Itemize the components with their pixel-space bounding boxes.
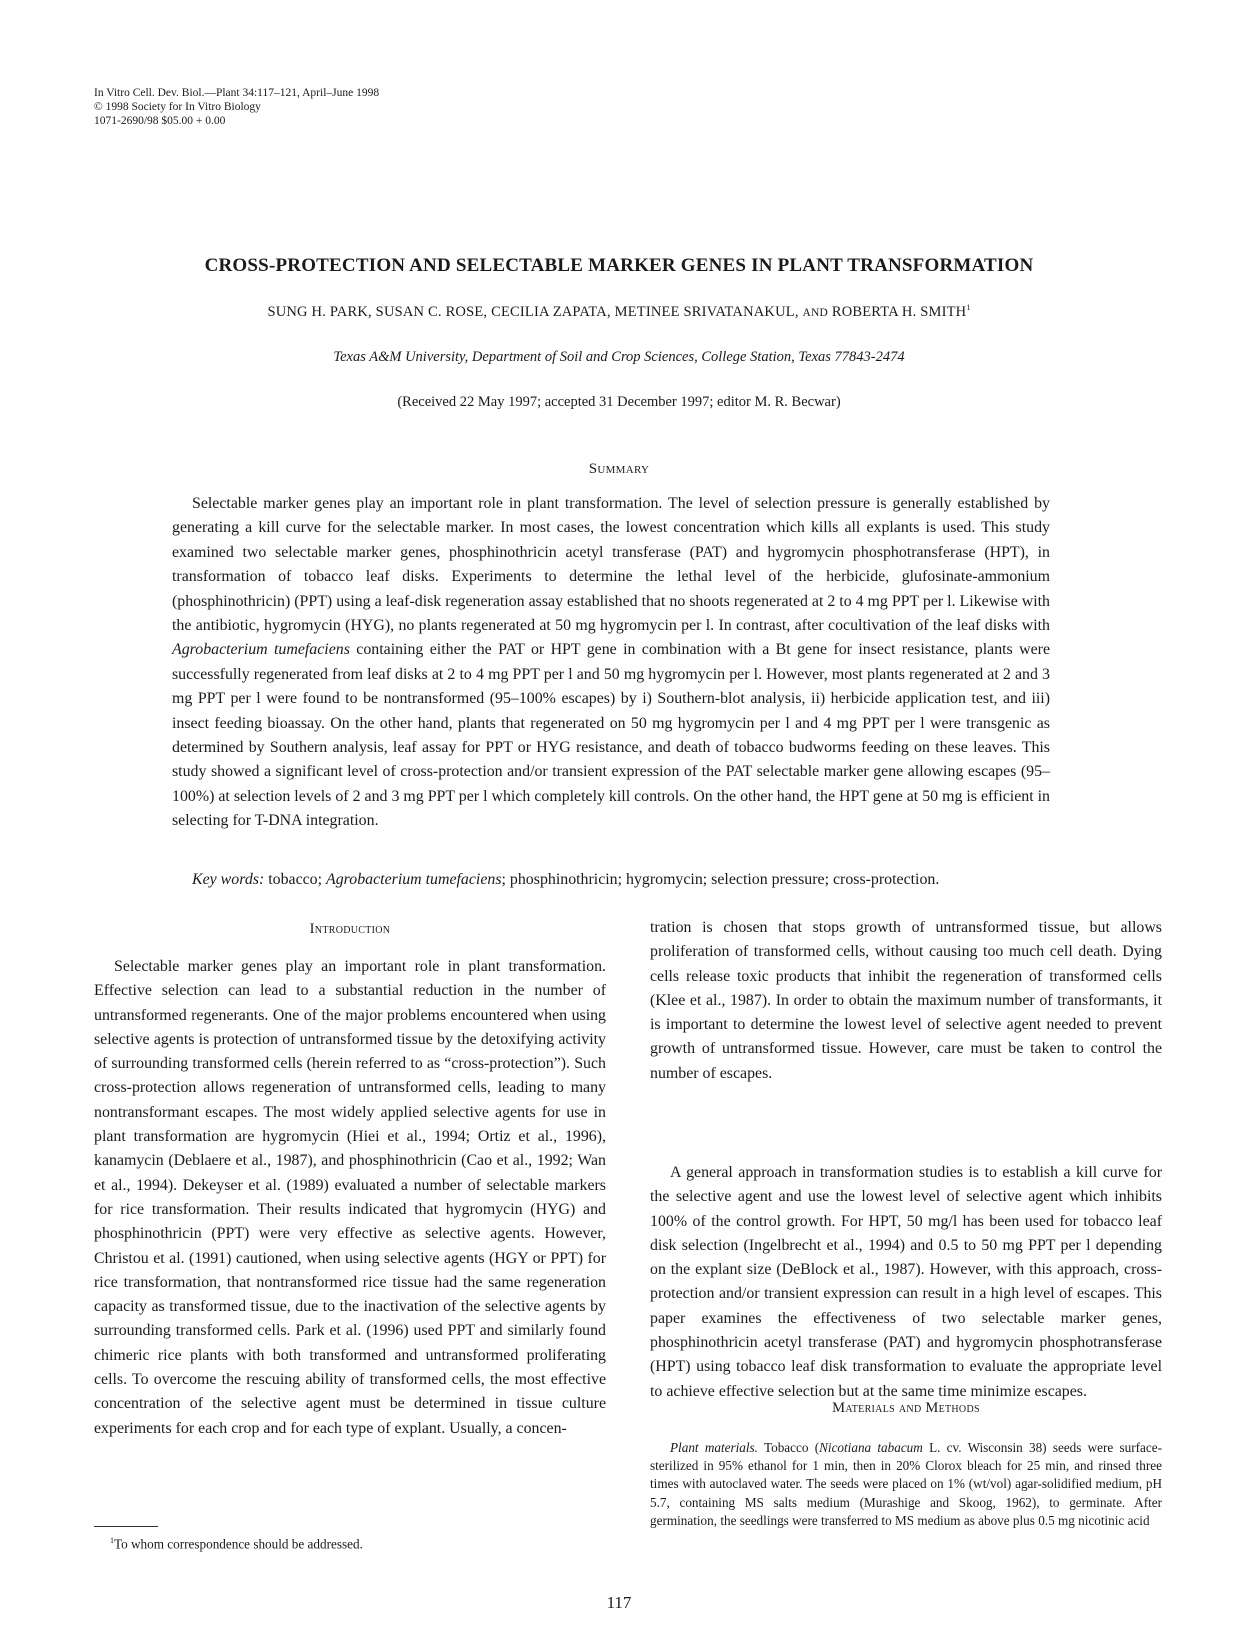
methods-part1: Tobacco ( [757,1440,820,1455]
author-footnote-mark: 1 [966,303,971,312]
copyright-line: © 1998 Society for In Vitro Biology [94,101,261,113]
journal-header [94,86,379,128]
author-list [0,303,1238,321]
keywords-organism: Agrobacterium tumefaciens [326,871,502,888]
article-title: CROSS-PROTECTION AND SELECTABLE MARKER GENES IN PLANT TRANSFORMATION [204,255,1034,276]
received-dates: (Received 22 May 1997; accepted 31 December 1997; editor M. R. Becwar) [397,394,841,410]
issn-line: 1071-2690/98 $05.00 + 0.00 [94,115,226,127]
methods-species: Nicotiana tabacum [819,1440,923,1455]
introduction-right-paragraph-2: A general approach in transformation studies is to establish a kill curve for the selective agent and use the lowest level of selective agent which inhibits 100% of the control growth. For HPT, 50 mg/l has been used for tobacco leaf disk selection (Ingelbrecht et al., 1994) and 0.5 to 50 mg PPT per l depending on the explant size (DeBlock et al., 1987). However, with this approach, cross-protection and/or transient expression can result in a high level of escapes. This paper examines the effectiveness of two selectable marker genes, phosphinothricin acetyl transferase (PAT) and hygromycin phosphotransferase (HPT) using tobacco leaf disk transformation to evaluate the appropriate level to achieve effective selection but at the same time minimize escapes. [650,1164,1162,1400]
introduction-right-paragraph-1: tration is chosen that stops growth of untransformed tissue, but allows proliferation of transformed cells, without causing too much cell death. Dying cells release toxic products that inhibit the regeneration of transformed cells (Klee et al., 1987). In order to obtain the maximum number of transformants, it is important to determine the lowest level of selective agent needed to prevent growth of untransformed tissue. However, care must be taken to control the number of escapes. [650,919,1162,1082]
page-number: 117 [606,1593,632,1612]
keywords-part1: tobacco; [264,871,327,888]
footnote-divider [94,1526,158,1527]
affiliation: Texas A&M University, Department of Soil and Crop Sciences, College Station, Texas 77843-2474 [333,349,905,365]
footnote-mark: 1 [110,1536,114,1545]
materials-methods-heading: Materials and Methods [832,1400,980,1416]
summary-organism: Agrobacterium tumefaciens [172,641,350,659]
summary-part2: containing either the PAT or HPT gene in combination with a Bt gene for insect resistance, plants were successfully regenerated from leaf disks at 2 to 4 mg PPT per l and 50 mg hygromycin per l. However, most plants regenerated at 2 and 3 mg PPT per l were found to be nontransformed (95–100% escapes) by i) Southern-blot analysis, ii) herbicide application test, and iii) insect feeding bioassay. On the other hand, plants that regenerated on 50 mg hygromycin per l and 4 mg PPT per l were transgenic as determined by Southern analysis, leaf assay for PPT or HYG resistance, and death of tobacco budworms feeding on these leaves. This study showed a significant level of cross-protection and/or transient expression of the PAT selectable marker gene allowing escapes (95–100%) at selection levels of 2 and 3 mg PPT per l which completely kill controls. On the other hand, the HPT gene at 50 mg is efficient in selecting for T-DNA integration. [172,641,1050,830]
keywords-label: Key words: [192,871,265,888]
footnote-text: To whom correspondence should be addressed. [114,1536,363,1552]
summary-heading: Summary [588,461,650,477]
summary-part1: Selectable marker genes play an important role in plant transformation. The level of selection pressure is generally established by generating a kill curve for the selectable marker. In most cases, the lowest concentration which kills all explants is used. This study examined two selectable marker genes, phosphinothricin acetyl transferase (PAT) and hygromycin phosphotransferase (HPT), in transformation of tobacco leaf disks. Experiments to determine the lethal level of the herbicide, glufosinate-ammonium (phosphinothricin) (PPT) using a leaf-disk regeneration assay established that no shoots regenerated at 2 to 4 mg PPT per l. Likewise with the antibiotic, hygromycin (HYG), no plants regenerated at 50 mg hygromycin per l. In contrast, after cocultivation of the leaf disks with [172,495,1050,635]
plant-materials-subheading: Plant materials. [670,1440,758,1455]
author-last: ROBERTA H. SMITH [831,303,967,320]
methods-part2: L. cv. Wisconsin 38) seeds were surface-sterilized in 95% ethanol for 1 min, then in 20% Clorox bleach for 25 min, and rinsed three times with autoclaved water. The seeds were placed on 1% (wt/vol) agar-solidified medium, pH 5.7, containing MS salts medium (Murashige and Skoog, 1962), to germinate. After germination, the seedlings were transferred to MS medium as above plus 0.5 mg nicotinic acid [650,1440,1162,1528]
journal-citation: In Vitro Cell. Dev. Biol.—Plant 34:117–121, April–June 1998 [94,87,380,99]
summary-text [172,492,1050,834]
author-names: SUNG H. PARK, SUSAN C. ROSE, CECILIA ZAPATA, METINEE SRIVATANAKUL, [267,303,799,320]
key-words [172,868,1050,892]
introduction-left-column: Selectable marker genes play an important role in plant transformation. Effective selection can lead to a substantial reduction in the number of untransformed regenerants. One of the major problems encountered when using selective agents is protection of untransformed tissue by the detoxifying activity of surrounding transformed cells (herein referred to as “cross-protection”). Such cross-protection allows regeneration of untransformed cells, leading to many nontransformant escapes. The most widely applied selective agents for use in plant transformation are hygromycin (Hiei et al., 1994; Ortiz et al., 1996), kanamycin (Deblaere et al., 1987), and phosphinothricin (Cao et al., 1992; Wan et al., 1994). Dekeyser et al. (1989) evaluated a number of selectable markers for rice transformation. Their results indicated that hygromycin (HYG) and phosphinothricin (PPT) were very effective as selective agents. However, Christou et al. (1991) cautioned, when using selective agents (HGY or PPT) for rice transformation, that nontransformed rice tissue had the same regeneration capacity as transformed tissue, due to the inactivation of the selective agents by surrounding transformed cells. Park et al. (1996) used PPT and similarly found chimeric rice plants with both transformed and untransformed proliferating cells. To overcome the rescuing ability of transformed cells, the most effective concentration of the selective agent must be determined in tissue culture experiments for each crop and for each type of explant. Usually, a concen- [94,958,606,1437]
keywords-part2: ; phosphinothricin; hygromycin; selection pressure; cross-protection. [501,871,940,888]
author-and: AND [802,306,828,319]
introduction-heading: Introduction [309,921,391,937]
footnote [110,1533,363,1552]
plant-materials-paragraph [650,1439,1162,1530]
